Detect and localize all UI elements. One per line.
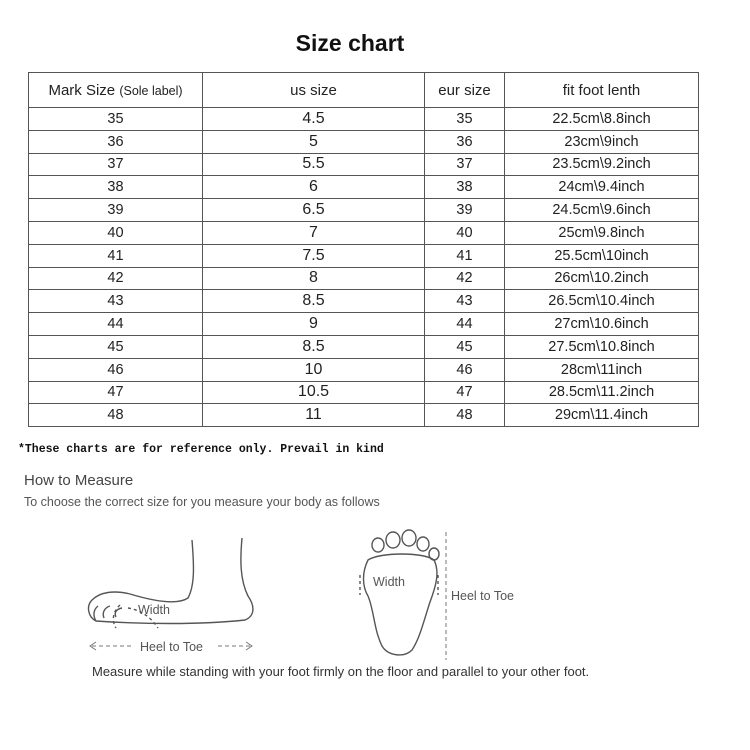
cell-us-size: 5 <box>203 130 425 153</box>
cell-foot-length: 26cm\10.2inch <box>505 267 699 290</box>
table-row <box>29 130 699 153</box>
cell-us-size: 9 <box>203 313 425 336</box>
cell-eur-size: 38 <box>425 176 505 199</box>
cell-foot-length: 27cm\10.6inch <box>505 313 699 336</box>
cell-mark-size: 45 <box>29 335 203 358</box>
table-row <box>29 199 699 222</box>
cell-foot-length: 28cm\11inch <box>505 358 699 381</box>
header-eur-size: eur size <box>425 73 505 108</box>
cell-us-size: 11 <box>203 404 425 427</box>
side-heel-to-toe-label: Heel to Toe <box>140 640 204 654</box>
cell-mark-size: 44 <box>29 313 203 336</box>
header-mark-size-label: Mark Size <box>48 81 116 99</box>
table-row <box>29 176 699 199</box>
table-row <box>29 108 699 131</box>
cell-us-size: 7 <box>203 221 425 244</box>
cell-foot-length: 23cm\9inch <box>505 130 699 153</box>
cell-mark-size: 48 <box>29 404 203 427</box>
cell-mark-size: 43 <box>29 290 203 313</box>
header-us-size: us size <box>203 73 425 108</box>
cell-us-size: 6.5 <box>203 199 425 222</box>
header-mark-size <box>29 73 203 108</box>
side-foot-illustration <box>89 538 253 628</box>
table-row <box>29 267 699 290</box>
table-row <box>29 221 699 244</box>
cell-mark-size: 38 <box>29 176 203 199</box>
table-header-row <box>29 73 699 108</box>
cell-us-size: 7.5 <box>203 244 425 267</box>
cell-us-size: 10.5 <box>203 381 425 404</box>
sole-heel-to-toe-label: Heel to Toe <box>451 589 515 603</box>
how-to-measure-heading: How to Measure <box>24 472 134 489</box>
table-row <box>29 313 699 336</box>
cell-eur-size: 47 <box>425 381 505 404</box>
cell-eur-size: 37 <box>425 153 505 176</box>
table-row <box>29 335 699 358</box>
cell-mark-size: 36 <box>29 130 203 153</box>
cell-foot-length: 24cm\9.4inch <box>505 176 699 199</box>
cell-mark-size: 39 <box>29 199 203 222</box>
cell-mark-size: 41 <box>29 244 203 267</box>
cell-foot-length: 26.5cm\10.4inch <box>505 290 699 313</box>
cell-mark-size: 42 <box>29 267 203 290</box>
cell-foot-length: 22.5cm\8.8inch <box>505 108 699 131</box>
cell-us-size: 10 <box>203 358 425 381</box>
sole-foot-illustration <box>360 530 439 655</box>
table-row <box>29 244 699 267</box>
side-width-label: Width <box>138 603 170 617</box>
cell-mark-size: 37 <box>29 153 203 176</box>
cell-foot-length: 24.5cm\9.6inch <box>505 199 699 222</box>
cell-eur-size: 48 <box>425 404 505 427</box>
cell-foot-length: 27.5cm\10.8inch <box>505 335 699 358</box>
cell-eur-size: 40 <box>425 221 505 244</box>
cell-eur-size: 43 <box>425 290 505 313</box>
cell-eur-size: 41 <box>425 244 505 267</box>
header-sole-label: (Sole label) <box>119 83 183 98</box>
cell-foot-length: 25.5cm\10inch <box>505 244 699 267</box>
how-to-measure-subheading: To choose the correct size for you measure your body as follows <box>24 495 380 509</box>
cell-eur-size: 44 <box>425 313 505 336</box>
sole-width-label: Width <box>373 575 405 589</box>
cell-eur-size: 35 <box>425 108 505 131</box>
page-title: Size chart <box>295 30 405 56</box>
cell-us-size: 8.5 <box>203 290 425 313</box>
cell-mark-size: 46 <box>29 358 203 381</box>
table-row <box>29 404 699 427</box>
reference-note: *These charts are for reference only. Prevail in kind <box>18 443 384 456</box>
cell-eur-size: 45 <box>425 335 505 358</box>
cell-foot-length: 25cm\9.8inch <box>505 221 699 244</box>
cell-us-size: 6 <box>203 176 425 199</box>
cell-eur-size: 46 <box>425 358 505 381</box>
cell-eur-size: 36 <box>425 130 505 153</box>
table-row <box>29 381 699 404</box>
cell-foot-length: 29cm\11.4inch <box>505 404 699 427</box>
cell-mark-size: 35 <box>29 108 203 131</box>
cell-foot-length: 23.5cm\9.2inch <box>505 153 699 176</box>
size-table <box>28 72 699 427</box>
cell-us-size: 8 <box>203 267 425 290</box>
table-row <box>29 290 699 313</box>
cell-eur-size: 42 <box>425 267 505 290</box>
cell-mark-size: 40 <box>29 221 203 244</box>
cell-eur-size: 39 <box>425 199 505 222</box>
foot-measure-diagram <box>0 520 750 665</box>
table-row <box>29 358 699 381</box>
cell-us-size: 4.5 <box>203 108 425 131</box>
cell-us-size: 8.5 <box>203 335 425 358</box>
header-foot-length: fit foot lenth <box>505 73 699 108</box>
measure-caption: Measure while standing with your foot firmly on the floor and parallel to your other foot. <box>92 664 590 679</box>
table-row <box>29 153 699 176</box>
cell-us-size: 5.5 <box>203 153 425 176</box>
cell-foot-length: 28.5cm\11.2inch <box>505 381 699 404</box>
cell-mark-size: 47 <box>29 381 203 404</box>
